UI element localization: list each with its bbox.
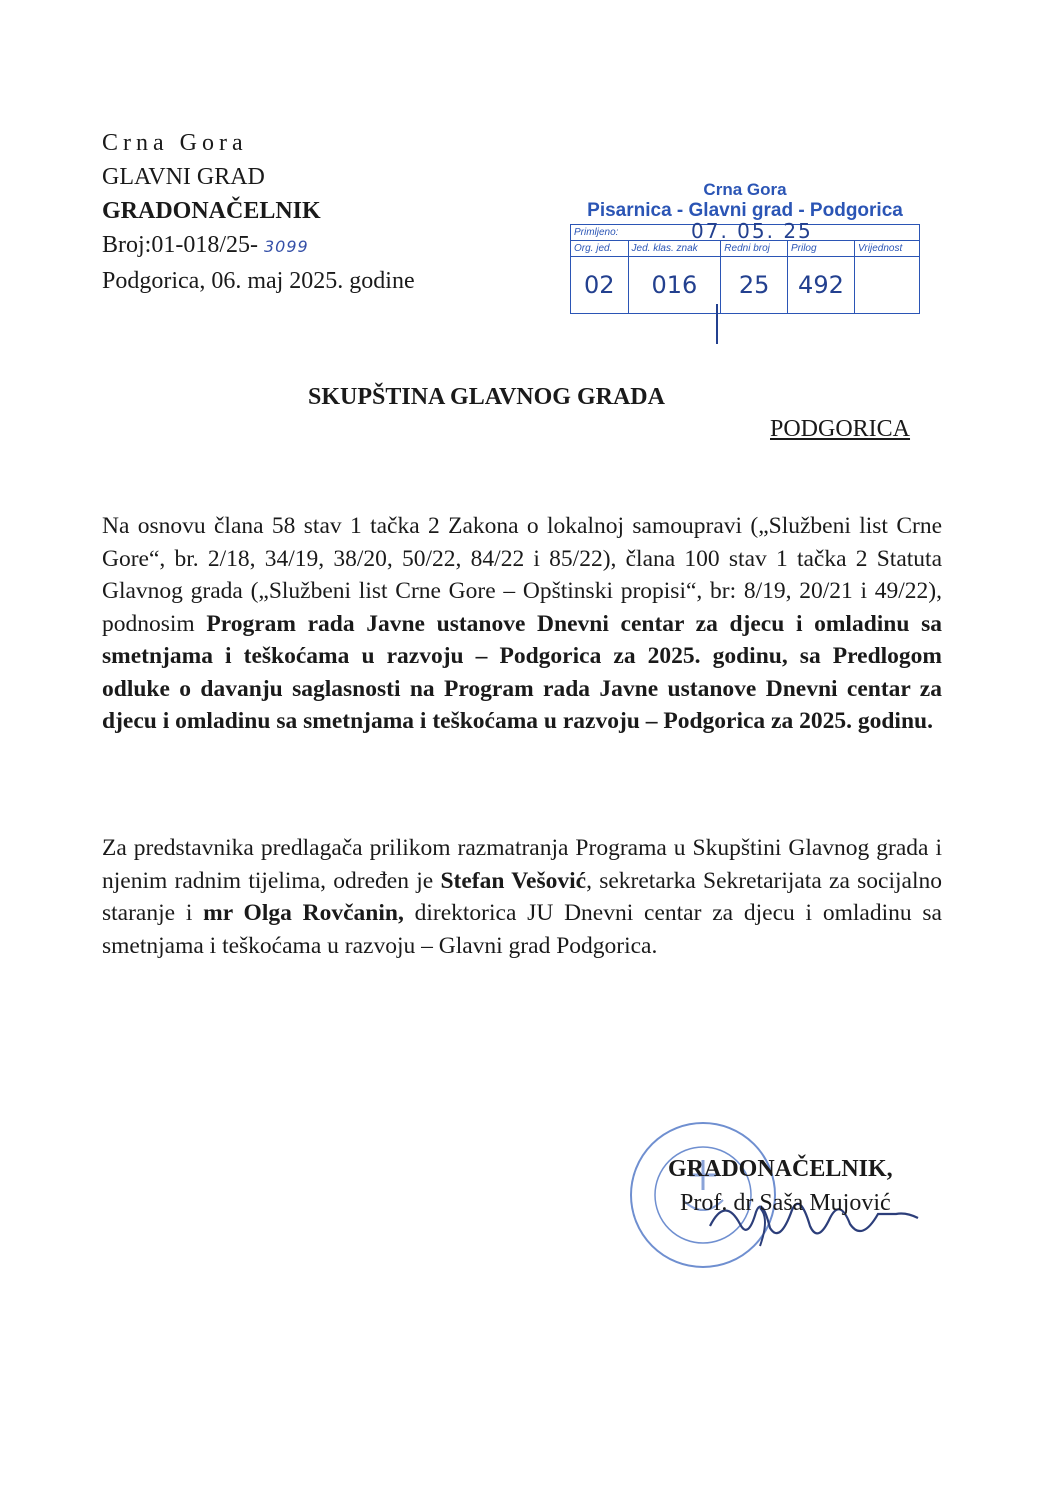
stamp-col-org: Org. jed. bbox=[571, 241, 629, 257]
signature-block bbox=[668, 1152, 893, 1220]
p2-text-e: direktorica JU Dnevni centar za djecu i omladinu sa smetnjama i teškoćama u razvoju – Glavni grad Podgorica. bbox=[102, 900, 942, 959]
header-date: Podgorica, 06. maj 2025. godine bbox=[102, 268, 415, 294]
stamp-val-vrijednost bbox=[854, 257, 919, 314]
p1-text: Na osnovu člana 58 stav 1 tačka 2 Zakona o lokalnoj samoupravi („Službeni list Crne Gore“, br. 2/18, 34/19, 38/20, 50/22, 84/22 i 85/22), člana 100 stav 1 tačka 2 Statuta Glavnog grada („Službeni list Crne Gore – Opštinski propisi“, br: 8/19, 20/21 i 49/22), podnosim bbox=[102, 513, 942, 637]
stamp-pen-mark bbox=[716, 304, 718, 344]
stamp-col-vrijednost: Vrijednost bbox=[854, 241, 919, 257]
number-handwritten: 3099 bbox=[264, 237, 309, 256]
header-number bbox=[102, 228, 415, 264]
stamp-col-redni: Redni broj bbox=[721, 241, 788, 257]
stamp-val-klas: 016 bbox=[628, 257, 721, 314]
number-label: Broj:01-018/25- bbox=[102, 232, 258, 258]
header-city: GLAVNI GRAD bbox=[102, 164, 265, 190]
signer-name: Prof. dr Saša Mujović bbox=[680, 1190, 891, 1216]
p1-bold: Program rada Javne ustanove Dnevni centar za djecu i omladinu sa smetnjama i teškoćama u razvoju – Podgorica za 2025. godinu, sa Predlogom odluke o davanju saglasnosti na Program rada Javne ustanove Dnevni centar za djecu i omladinu sa smetnjama i teškoćama u razvoju – Podgorica za 2025. godinu. bbox=[102, 610, 942, 734]
stamp-val-prilog: 492 bbox=[787, 257, 854, 314]
recipient-city: PODGORICA bbox=[770, 416, 911, 442]
document-header bbox=[102, 126, 415, 298]
recipient-name: SKUPŠTINA GLAVNOG GRADA bbox=[308, 384, 665, 410]
received-date: 07. 05. 25 bbox=[691, 219, 813, 243]
stamp-line1: Crna Gora bbox=[703, 180, 787, 199]
stamp-val-redni: 25 bbox=[721, 257, 788, 314]
stamp-table bbox=[570, 219, 920, 314]
registry-stamp bbox=[570, 180, 920, 314]
body-paragraph-1 bbox=[102, 510, 942, 738]
p2-text-a: Za predstavnika predlagača prilikom razmatranja Programa u Skupštini Glavnog grada i njenim radnim tijelima, određen je bbox=[102, 835, 942, 894]
body-paragraph-2 bbox=[102, 832, 942, 962]
p2-representative-2: mr Olga Rovčanin, bbox=[203, 900, 404, 926]
p2-representative-1: Stefan Vešović bbox=[440, 867, 587, 894]
header-country: Crna Gora bbox=[102, 130, 248, 156]
header-office: GRADONAČELNIK bbox=[102, 198, 321, 224]
stamp-line2: Pisarnica - Glavni grad - Podgorica bbox=[587, 200, 903, 221]
stamp-col-klas: Jed. klas. znak bbox=[628, 241, 721, 257]
stamp-received bbox=[571, 219, 920, 243]
p2-text-c: , sekretarka Sekretarijata za socijalno staranje i bbox=[102, 867, 942, 926]
stamp-val-org: 02 bbox=[571, 257, 629, 314]
signer-role: GRADONAČELNIK, bbox=[668, 1156, 893, 1182]
received-label: Primljeno: bbox=[574, 227, 619, 238]
stamp-col-prilog: Prilog bbox=[787, 241, 854, 257]
